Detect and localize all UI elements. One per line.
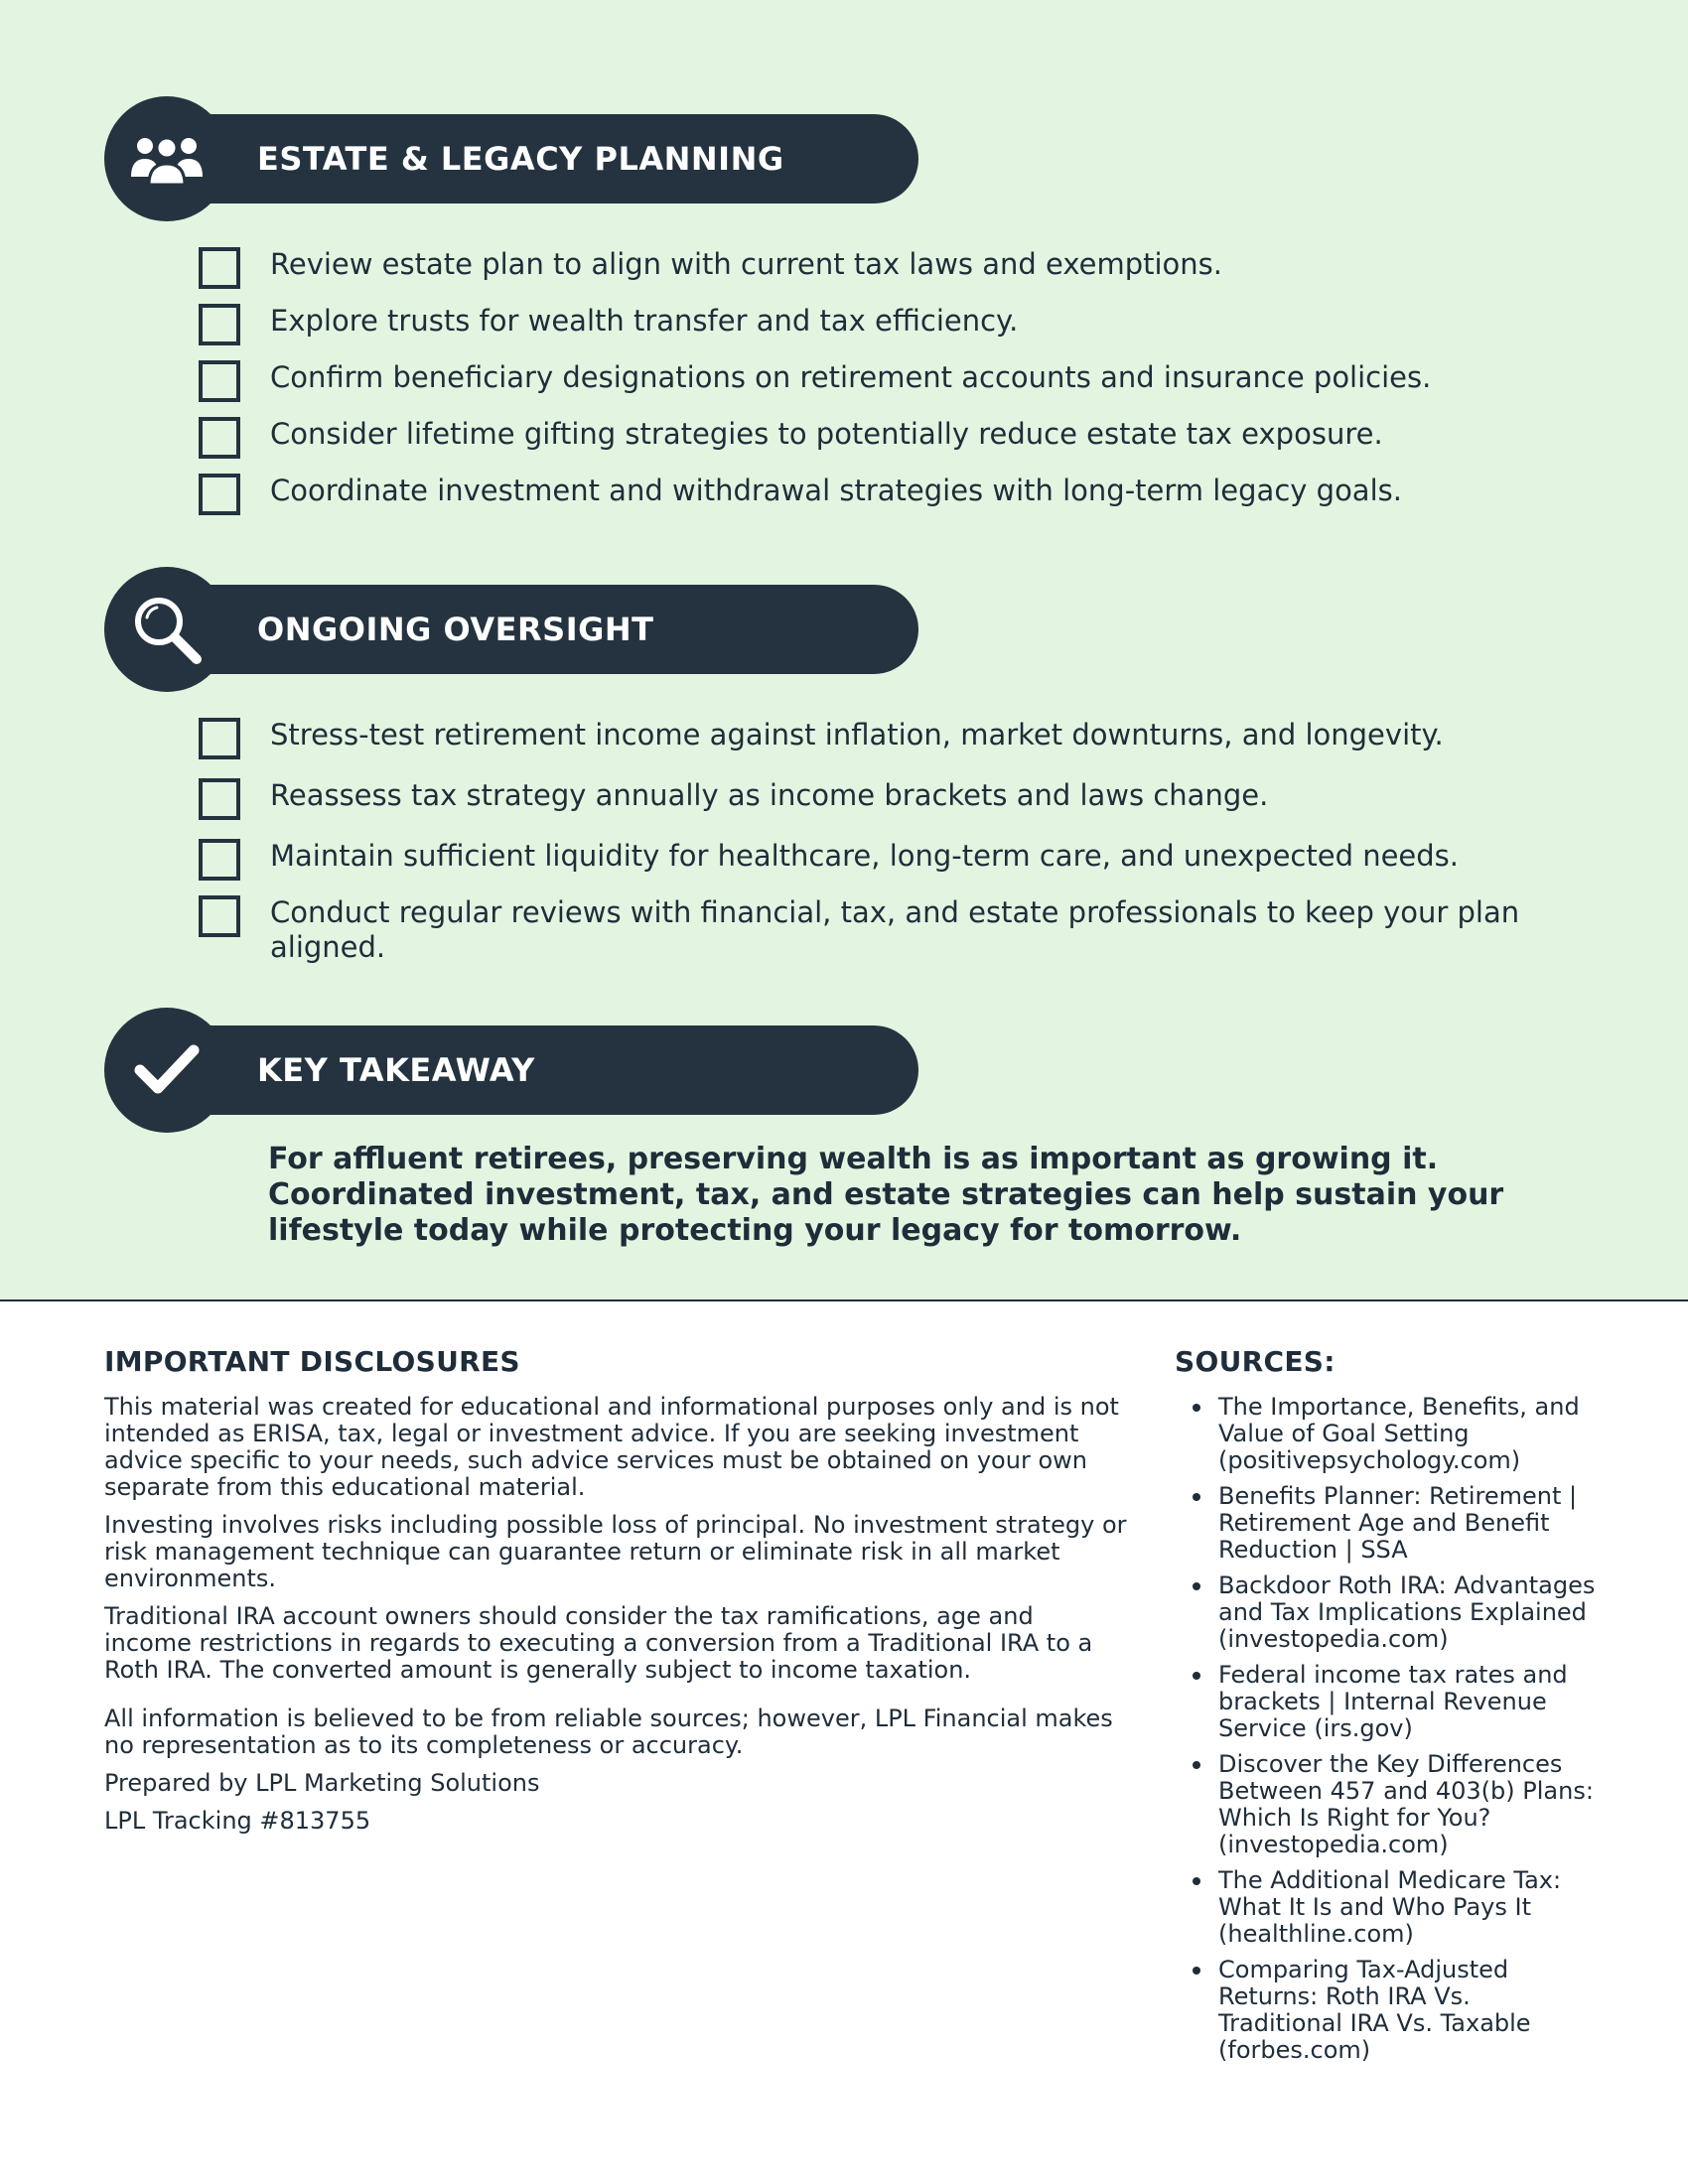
bullet (1193, 1404, 1200, 1412)
sources (1175, 1345, 1602, 2073)
section-divider (0, 1299, 1688, 1301)
oversight-checklist (199, 718, 1539, 965)
disclosures-title: IMPORTANT DISCLOSURES (104, 1345, 520, 1378)
checkbox[interactable] (199, 247, 240, 289)
checkbox[interactable] (199, 360, 240, 402)
checkbox[interactable] (199, 417, 240, 459)
checkbox[interactable] (199, 474, 240, 515)
checkmark-icon (104, 1008, 229, 1133)
prepared-by: Prepared by LPL Marketing Solutions (104, 1769, 540, 1797)
section-title: ESTATE & LEGACY PLANNING (257, 140, 784, 178)
checklist-item (199, 360, 1539, 395)
tracking-number: LPL Tracking #813755 (104, 1807, 371, 1835)
sources-title: SOURCES: (1175, 1345, 1336, 1378)
disclosure-paragraph: Investing involves risks including possible loss of principal. No investment strategy or risk management technique can guarantee return or eliminate risk in all market environments. (104, 1511, 1127, 1592)
checklist-item-text: Explore trusts for wealth transfer and tax efficiency. (270, 304, 1019, 338)
checklist-item (199, 474, 1539, 508)
checklist-item-text: Reassess tax strategy annually as income brackets and laws change. (270, 778, 1269, 812)
bullet (1193, 1493, 1200, 1501)
takeaway-section-header (104, 1025, 918, 1115)
source-text: The Importance, Benefits, and Value of Goal Setting (positivepsychology.com) (1218, 1393, 1580, 1474)
checkbox[interactable] (199, 304, 240, 345)
checklist-item-text: Confirm beneficiary designations on retirement accounts and insurance policies. (270, 360, 1432, 394)
bullet (1193, 1672, 1200, 1680)
source-item (1175, 1572, 1602, 1653)
section-title: KEY TAKEAWAY (257, 1051, 535, 1089)
checklist-item-text: Consider lifetime gifting strategies to potentially reduce estate tax exposure. (270, 417, 1383, 451)
source-item (1175, 1751, 1602, 1858)
checkbox[interactable] (199, 778, 240, 820)
bullet (1193, 1967, 1200, 1975)
disclosure-paragraph: This material was created for educational and informational purposes only and is not intended as ERISA, tax, legal or investment advice. If you are seeking investment advice specific to your needs, such advice services must be obtained on your own separate from this educational material. (104, 1393, 1119, 1501)
checklist-item-text: Review estate plan to align with current tax laws and exemptions. (270, 247, 1222, 281)
checklist-item (199, 304, 1539, 339)
checklist-item (199, 778, 1539, 813)
source-text: Backdoor Roth IRA: Advantages and Tax Implications Explained (investopedia.com) (1218, 1571, 1596, 1653)
source-text: Discover the Key Differences Between 457 and 403(b) Plans: Which Is Right for You? (investopedia.com) (1218, 1750, 1594, 1858)
source-text: The Additional Medicare Tax: What It Is and Who Pays It (healthline.com) (1218, 1866, 1562, 1948)
checkbox[interactable] (199, 895, 240, 937)
checkbox[interactable] (199, 839, 240, 881)
source-text: Federal income tax rates and brackets | Internal Revenue Service (irs.gov) (1218, 1661, 1568, 1742)
source-item (1175, 1483, 1602, 1564)
source-item (1175, 1394, 1602, 1474)
bullet (1193, 1761, 1200, 1769)
source-item (1175, 1957, 1602, 2064)
bullet (1193, 1877, 1200, 1885)
checklist-item-text: Stress-test retirement income against inflation, market downturns, and longevity. (270, 718, 1444, 751)
takeaway-text: For affluent retirees, preserving wealth is as important as growing it. Coordinated investment, tax, and estate strategies can help sustain your lifestyle today while protecting your legacy for tomorrow. (268, 1142, 1504, 1248)
people-group-icon (104, 96, 229, 221)
disclosure-paragraph: Traditional IRA account owners should consider the tax ramifications, age and income restrictions in regards to executing a conversion from a Traditional IRA to a Roth IRA. The converted amount is generally subject to income taxation. (104, 1602, 1093, 1684)
source-item (1175, 1867, 1602, 1948)
checklist-item-text: Coordinate investment and withdrawal strategies with long-term legacy goals. (270, 474, 1402, 507)
sources-list (1175, 1394, 1602, 2064)
checklist-item (199, 839, 1539, 874)
oversight-section-header (104, 585, 918, 674)
estate-checklist (199, 247, 1539, 508)
bullet (1193, 1582, 1200, 1590)
checklist-item (199, 247, 1539, 282)
magnifier-icon (104, 567, 229, 692)
checklist-item-text: Conduct regular reviews with financial, tax, and estate professionals to keep your plan aligned. (270, 895, 1520, 964)
source-item (1175, 1662, 1602, 1742)
disclosures (104, 1345, 1127, 1845)
source-text: Benefits Planner: Retirement | Retirement Age and Benefit Reduction | SSA (1218, 1482, 1578, 1564)
disclosure-paragraph: All information is believed to be from reliable sources; however, LPL Financial makes no representation as to its completeness or accuracy. (104, 1705, 1113, 1759)
estate-section-header (104, 114, 918, 204)
checkbox[interactable] (199, 718, 240, 759)
checklist-item-text: Maintain sufficient liquidity for healthcare, long-term care, and unexpected needs. (270, 839, 1460, 873)
section-title: ONGOING OVERSIGHT (257, 611, 654, 648)
checklist-item (199, 718, 1539, 752)
checklist-item (199, 895, 1539, 965)
checklist-item (199, 417, 1539, 452)
source-text: Comparing Tax-Adjusted Returns: Roth IRA Vs. Traditional IRA Vs. Taxable (forbes.com) (1218, 1956, 1531, 2064)
